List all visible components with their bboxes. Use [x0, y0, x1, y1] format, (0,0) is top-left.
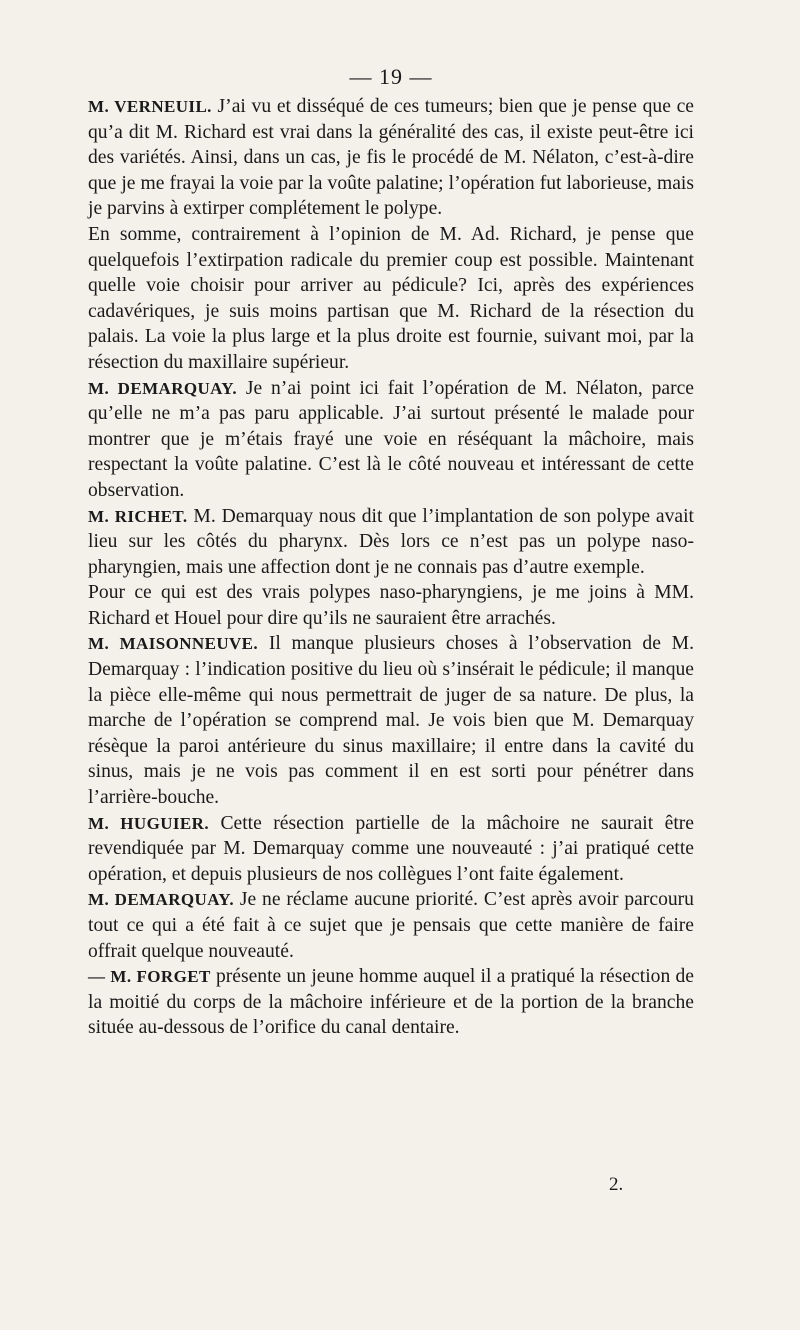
speaker-name: M. HUGUIER. [88, 813, 209, 833]
paragraph-text: Je n’ai point ici fait l’opération de M. Nélaton, parce qu’elle ne m’a pas paru applicable. J’ai surtout présenté le malade pour montrer que je m’étais frayé une voie en réséquant la mâchoire, mais respectant la voûte palatine. C’est là le côté nouveau et intéressant de cette observation. [88, 377, 694, 501]
speaker-name: M. MAISONNEUVE. [88, 634, 259, 654]
paragraph-text: Il manque plusieurs choses à l’observation de M. Demarquay : l’indication positive du lieu où s’insérait le pédicule; il manque la pièce elle-même qui nous permettrait de juger de sa nature. De plus, la marche de l’opération se comprend mal. Je vois bien que M. Demarquay résèque la paroi antérieure du sinus maxillaire; il entre dans la cavité du sinus, mais je ne vois pas comment il en est sorti pour pénétrer dans l’arrière-bouche. [88, 633, 694, 809]
paragraph-maisonneuve [88, 631, 694, 810]
paragraph-richet-continued [88, 580, 694, 631]
paragraph-text: Pour ce qui est des vrais polypes naso-pharyngiens, je me joins à MM. Richard et Houel pour dire qu’ils ne sauraient être arrachés. [88, 582, 694, 629]
speaker-name: — M. FORGET [88, 967, 211, 987]
signature-mark: 2. [609, 1174, 624, 1195]
speaker-name: M. DEMARQUAY. [88, 378, 238, 398]
page-number: — 19 — [349, 64, 433, 89]
paragraph-forget [88, 964, 694, 1041]
paragraph-verneuil [88, 94, 694, 222]
page-body [88, 62, 694, 1041]
paragraph-text: présente un jeune homme auquel il a pratiqué la résection de la moitié du corps de la mâchoire inférieure et de la portion de la branche située au-dessous de l’orifice du canal dentaire. [88, 966, 694, 1039]
paragraph-text: M. Demarquay nous dit que l’implantation de son polype avait lieu sur les côtés du pharynx. Dès lors ce n’est pas un polype naso-pharyngien, mais une affection dont je ne connais pas d’autre exemple. [88, 505, 694, 578]
paragraph-verneuil-continued [88, 222, 694, 376]
paragraph-text: Cette résection partielle de la mâchoire ne saurait être revendiquée par M. Demarquay comme une nouveauté : j’ai pratiqué cette opération, et depuis plusieurs de nos collègues l’ont faite également. [88, 812, 694, 885]
paragraph-huguier [88, 811, 694, 888]
speaker-name: M. VERNEUIL. [88, 97, 212, 116]
paragraph-demarquay-1 [88, 376, 694, 504]
paragraph-text: Je ne réclame aucune priorité. C’est après avoir parcouru tout ce qui a été fait à ce sujet que je pensais que cette manière de faire offrait quelque nouveauté. [88, 889, 694, 962]
paragraph-text: J’ai vu et disséqué de ces tumeurs; bien que je pense que ce qu’a dit M. Richard est vrai dans la généralité des cas, il existe peut-être ici des variétés. Ainsi, dans un cas, je fis le procédé de M. Nélaton, c’est-à-dire que je me frayai la voie par la voûte palatine; l’opération fut laborieuse, mais je parvins à extirper complétement le polype. [88, 96, 694, 220]
speaker-name: M. DEMARQUAY. [88, 890, 235, 910]
speaker-name: M. RICHET. [88, 506, 188, 526]
paragraph-demarquay-2 [88, 887, 694, 964]
paragraph-richet [88, 504, 694, 581]
paragraph-text: En somme, contrairement à l’opinion de M. Ad. Richard, je pense que quelquefois l’extirpation radicale du premier coup est possible. Maintenant quelle voie choisir pour arriver au pédicule? Ici, après des expériences cadavériques, je suis moins partisan que M. Richard de la résection du palais. La voie la plus large et la plus droite est fournie, suivant moi, par la résection du maxillaire supérieur. [88, 223, 694, 373]
